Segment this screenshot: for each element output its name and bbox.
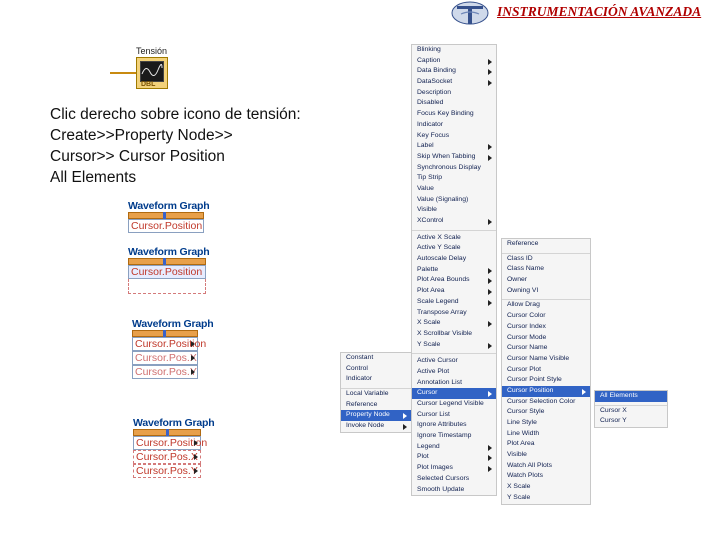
menu-item-x-scrollbar-visible[interactable]: X Scrollbar Visible: [417, 329, 473, 337]
dashed-outline: [128, 279, 206, 294]
submenu-arrow-icon: [488, 219, 492, 225]
submenu-arrow-icon: [488, 300, 492, 306]
property-node[interactable]: [133, 417, 215, 478]
instruction-line: All Elements: [50, 169, 137, 186]
menu-item-visible[interactable]: Visible: [507, 451, 527, 459]
menu-item-annotation-list[interactable]: Annotation List: [417, 378, 462, 386]
node-refbar: [128, 258, 206, 265]
submenu-arrow-icon: [403, 413, 407, 419]
node-property[interactable]: Cursor.Position: [128, 265, 206, 279]
submenu-arrow-icon: [582, 389, 586, 395]
menu-item-x-scale[interactable]: X Scale: [412, 318, 496, 329]
property-menu-mid: [412, 230, 496, 351]
menu-item-cursor-point-style[interactable]: Cursor Point Style: [507, 376, 562, 384]
submenu-arrow-icon: [488, 278, 492, 284]
submenu-arrow-icon: [488, 155, 492, 161]
menu-item-data-binding[interactable]: Data Binding: [412, 66, 496, 77]
submenu-arrow-icon: [488, 268, 492, 274]
menu-item-constant[interactable]: Constant: [346, 354, 374, 361]
menu-item-cursor-style[interactable]: Cursor Style: [507, 408, 545, 416]
node-title: Waveform Graph: [128, 200, 210, 212]
menu-item-focus-key-binding[interactable]: Focus Key Binding: [417, 110, 474, 118]
menu-item-blinking[interactable]: Blinking: [417, 46, 441, 53]
submenu-arrow-icon: [488, 80, 492, 86]
menu-item-skip-when-tabbing[interactable]: Skip When Tabbing: [412, 152, 496, 163]
menu-item-plot[interactable]: Plot: [412, 452, 496, 463]
menu-item-active-y-scale[interactable]: Active Y Scale: [417, 244, 461, 252]
create-menu: [340, 352, 412, 433]
property-node[interactable]: [132, 318, 214, 379]
menu-item-caption[interactable]: Caption: [412, 56, 496, 67]
menu-item-scale-legend[interactable]: Scale Legend: [412, 297, 496, 308]
wire: [110, 72, 136, 74]
node-property[interactable]: Cursor.Position: [133, 436, 201, 450]
menu-item-reference[interactable]: Reference: [346, 400, 378, 408]
menu-item-active-plot[interactable]: Active Plot: [417, 367, 450, 375]
property-node[interactable]: [128, 246, 210, 294]
node-refbar: [133, 429, 201, 436]
tension-label: Tensión: [136, 46, 168, 56]
node-property[interactable]: Cursor.Pos.Y: [132, 365, 198, 379]
menu-item-cursor-name-visible[interactable]: Cursor Name Visible: [507, 354, 570, 362]
node-property[interactable]: Cursor.Pos.Y: [133, 464, 201, 478]
node-property[interactable]: Cursor.Position: [128, 219, 204, 233]
menu-item-line-width[interactable]: Line Width: [507, 429, 540, 437]
menu-item-xcontrol[interactable]: XControl: [412, 216, 496, 227]
menu-item-owner[interactable]: Owner: [507, 276, 528, 284]
output-arrow-icon: [191, 369, 195, 375]
waveform-graph-terminal-icon[interactable]: [136, 57, 168, 89]
menu-item-selected-cursors[interactable]: Selected Cursors: [417, 474, 470, 482]
logo-icon: [449, 0, 491, 26]
cursor-submenu: [501, 238, 591, 505]
menu-item-cursor-position[interactable]: Cursor Position: [502, 386, 590, 397]
menu-item-datasocket[interactable]: DataSocket: [412, 77, 496, 88]
menu-item-indicator[interactable]: Indicator: [346, 375, 373, 383]
data-type-label: DBL: [141, 81, 156, 88]
menu-item-watch-plots[interactable]: Watch Plots: [507, 472, 544, 480]
node-title: Waveform Graph: [128, 246, 210, 258]
menu-item-all-elements[interactable]: All Elements: [595, 391, 667, 402]
property-node[interactable]: [128, 200, 210, 233]
node-property[interactable]: Cursor.Pos.X: [133, 450, 201, 464]
submenu-arrow-icon: [488, 289, 492, 295]
position-submenu-items: [595, 391, 667, 427]
menu-item-cursor-mode[interactable]: Cursor Mode: [507, 333, 547, 341]
menu-item-value[interactable]: Value: [417, 184, 434, 192]
menu-item-cursor-index[interactable]: Cursor Index: [507, 322, 546, 330]
menu-item-plot-area-bounds[interactable]: Plot Area Bounds: [412, 275, 496, 286]
submenu-arrow-icon: [488, 343, 492, 349]
node-refbar: [132, 330, 198, 337]
menu-item-control[interactable]: Control: [346, 364, 368, 372]
node-property[interactable]: Cursor.Pos.X: [132, 351, 198, 365]
menu-item-ignore-attributes[interactable]: Ignore Attributes: [417, 421, 467, 429]
menu-item-y-scale[interactable]: Y Scale: [507, 493, 531, 501]
submenu-arrow-icon: [403, 424, 407, 430]
node-title: Waveform Graph: [133, 417, 215, 429]
graph-screen-icon: [140, 61, 164, 82]
menu-item-tip-strip[interactable]: Tip Strip: [417, 174, 443, 182]
property-menu-bottom: [412, 353, 496, 495]
menu-item-cursor[interactable]: Cursor: [412, 388, 496, 399]
terminal-icon: [163, 212, 166, 219]
cursor-position-submenu: [594, 390, 668, 428]
menu-item-smooth-update[interactable]: Smooth Update: [417, 485, 465, 493]
menu-item-plot-area[interactable]: Plot Area: [412, 286, 496, 297]
submenu-arrow-icon: [488, 59, 492, 65]
menu-item-key-focus[interactable]: Key Focus: [417, 131, 450, 139]
menu-item-class-name[interactable]: Class Name: [507, 265, 545, 273]
menu-item-cursor-name[interactable]: Cursor Name: [507, 344, 548, 352]
menu-item-cursor-list[interactable]: Cursor List: [417, 410, 450, 418]
menu-item-ignore-timestamp[interactable]: Ignore Timestamp: [417, 432, 472, 440]
menu-item-watch-all-plots[interactable]: Watch All Plots: [507, 461, 553, 469]
instruction-line: Clic derecho sobre icono de tensión:: [50, 106, 301, 123]
terminal-icon: [166, 429, 169, 436]
menu-item-indicator[interactable]: Indicator: [417, 120, 444, 128]
output-arrow-icon: [191, 355, 195, 361]
output-arrow-icon: [194, 454, 198, 460]
terminal-icon: [163, 330, 166, 337]
property-menu-top: [412, 45, 496, 227]
menu-item-synchronous-display[interactable]: Synchronous Display: [417, 163, 481, 171]
menu-item-cursor-x[interactable]: Cursor X: [595, 405, 667, 417]
menu-item-cursor-y[interactable]: Cursor Y: [600, 417, 627, 425]
submenu-arrow-icon: [488, 69, 492, 75]
menu-item-x-scale[interactable]: X Scale: [507, 483, 531, 491]
submenu-arrow-icon: [488, 445, 492, 451]
submenu-arrow-icon: [488, 455, 492, 461]
node-property[interactable]: Cursor.Position: [132, 337, 198, 351]
menu-item-cursor-color[interactable]: Cursor Color: [507, 312, 546, 320]
menu-item-property-node[interactable]: Property Node: [341, 410, 411, 421]
output-arrow-icon: [194, 468, 198, 474]
menu-item-cursor-legend-visible[interactable]: Cursor Legend Visible: [417, 400, 484, 407]
menu-item-owning-vi[interactable]: Owning VI: [507, 286, 539, 294]
menu-item-active-cursor[interactable]: Active Cursor: [417, 357, 458, 365]
menu-item-description[interactable]: Description: [417, 88, 451, 96]
instructions: [50, 104, 301, 188]
output-arrow-icon: [191, 341, 195, 347]
instruction-line: Cursor>> Cursor Position: [50, 148, 225, 165]
output-arrow-icon: [194, 440, 198, 446]
menu-item-autoscale-delay[interactable]: Autoscale Delay: [417, 255, 467, 263]
cursor-submenu-items: [502, 239, 590, 504]
menu-item-y-scale[interactable]: Y Scale: [412, 340, 496, 351]
menu-item-label[interactable]: Label: [412, 141, 496, 152]
terminal-icon: [163, 258, 166, 265]
menu-item-reference[interactable]: Reference: [507, 240, 539, 247]
menu-item-plot-images[interactable]: Plot Images: [412, 463, 496, 474]
menu-item-local-variable[interactable]: Local Variable: [341, 388, 411, 400]
submenu-arrow-icon: [488, 466, 492, 472]
menu-item-cursor-plot[interactable]: Cursor Plot: [507, 365, 541, 373]
node-title: Waveform Graph: [132, 318, 214, 330]
menu-item-value-signaling[interactable]: Value (Signaling): [417, 195, 469, 203]
menu-item-cursor-selection-color[interactable]: Cursor Selection Color: [507, 397, 576, 405]
menu-item-disabled[interactable]: Disabled: [417, 99, 444, 107]
submenu-arrow-icon: [488, 144, 492, 150]
menu-item-line-style[interactable]: Line Style: [507, 419, 537, 426]
submenu-arrow-icon: [488, 391, 492, 397]
menu-item-active-x-scale[interactable]: Active X Scale: [417, 233, 461, 241]
instruction-line: Create>>Property Node>>: [50, 127, 233, 144]
node-refbar: [128, 212, 204, 219]
menu-item-visible[interactable]: Visible: [417, 206, 437, 214]
menu-item-class-id[interactable]: Class ID: [502, 253, 590, 265]
page-title: INSTRUMENTACIÓN AVANZADA: [497, 4, 702, 19]
menu-item-palette[interactable]: Palette: [412, 265, 496, 276]
menu-item-plot-area[interactable]: Plot Area: [507, 440, 535, 448]
menu-item-legend[interactable]: Legend: [412, 442, 496, 453]
menu-item-transpose-array[interactable]: Transpose Array: [417, 308, 467, 316]
submenu-arrow-icon: [488, 321, 492, 327]
property-menu: [411, 44, 497, 496]
menu-item-invoke-node[interactable]: Invoke Node: [341, 421, 411, 432]
menu-item-allow-drag[interactable]: Allow Drag: [502, 299, 590, 311]
